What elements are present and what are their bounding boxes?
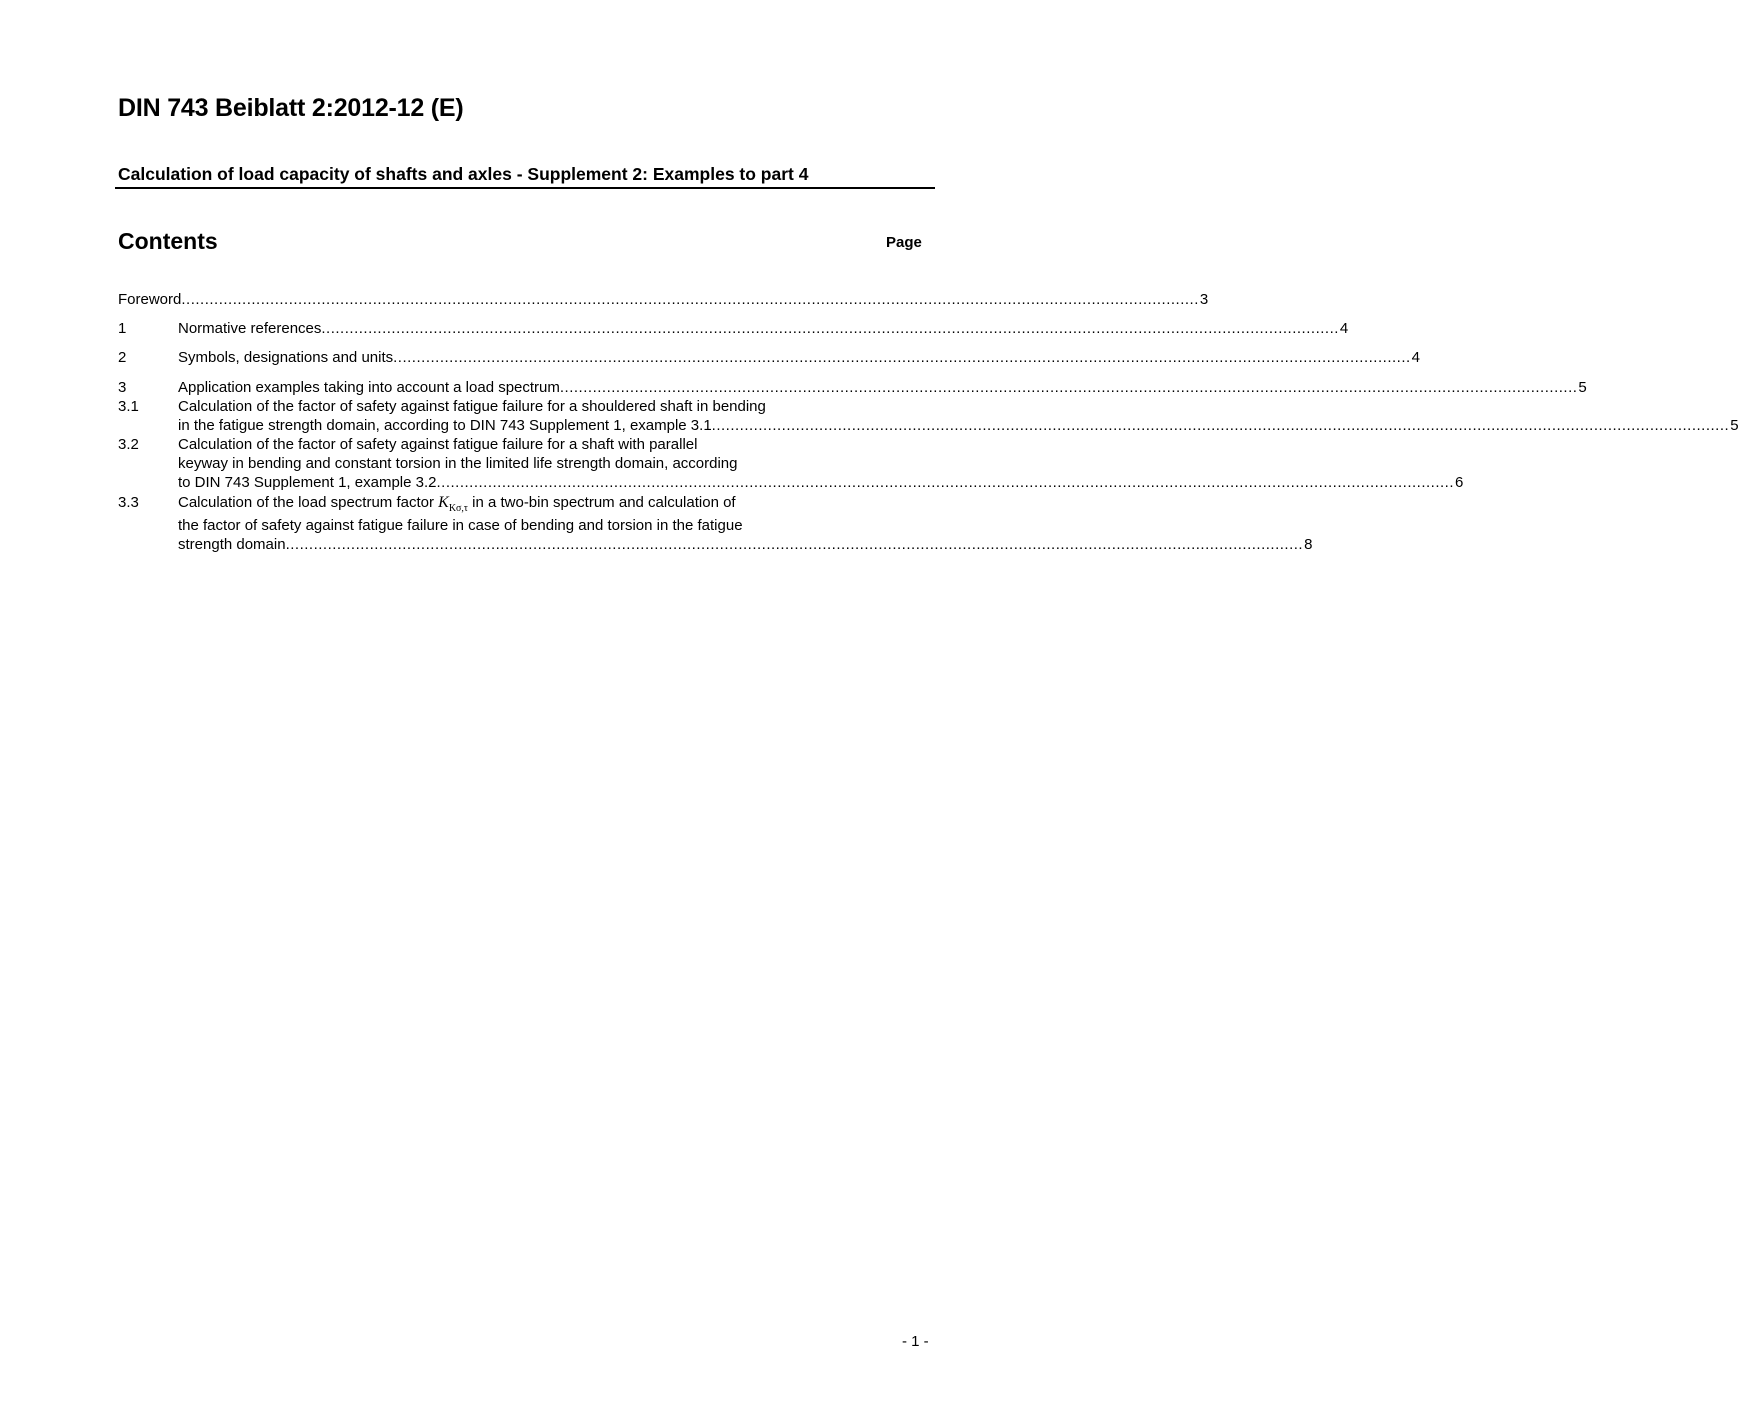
toc-entry-3-1[interactable] — [178, 416, 1739, 435]
toc-entry-page: 8 — [1304, 536, 1313, 553]
toc-leader-dots: .......................................................................................................................................................................................................................... — [393, 349, 1411, 366]
toc-leader-dots: .......................................................................................................................................................................................................................... — [321, 320, 1339, 337]
toc-entry-normative-references[interactable] — [178, 319, 1349, 338]
toc-entry-page: 4 — [1339, 320, 1349, 337]
contents-heading: Contents — [118, 228, 218, 254]
toc-entry-number: 3.3 — [118, 494, 139, 511]
toc-entry-line[interactable]: Calculation of the factor of safety against fatigue failure for a shaft with parallel — [178, 436, 698, 453]
symbol-subscript: Kσ,τ — [448, 503, 468, 515]
toc-entry-application-examples[interactable] — [178, 378, 1587, 397]
subtitle-divider — [115, 187, 935, 189]
toc-entry-3-3[interactable] — [178, 535, 1313, 554]
toc-entry-page: 4 — [1411, 349, 1420, 366]
toc-entry-foreword[interactable] — [118, 290, 1209, 309]
toc-leader-dots: .......................................................................................................................................................................................................................... — [559, 379, 1578, 396]
toc-entry-number: 2 — [118, 349, 127, 366]
toc-leader-dots: .......................................................................................................................................................................................................................... — [711, 417, 1730, 434]
toc-leader-dots: .......................................................................................................................................................................................................................... — [436, 474, 1455, 491]
toc-entry-line[interactable]: the factor of safety against fatigue failure in case of bending and torsion in the fatigue — [178, 517, 743, 534]
toc-entry-3-2[interactable] — [178, 473, 1464, 492]
toc-entry-text: in a two-bin spectrum and calculation of — [467, 494, 736, 511]
toc-entry-page: 3 — [1199, 291, 1209, 308]
page-column-heading: Page — [886, 234, 922, 251]
symbol-letter: K — [438, 494, 449, 511]
toc-entry-label: Application examples taking into account a load spectrum — [178, 379, 560, 396]
toc-entry-label: strength domain — [178, 536, 286, 553]
toc-entry-label: Symbols, designations and units — [178, 349, 394, 366]
toc-leader-dots: .......................................................................................................................................................................................................................... — [285, 536, 1304, 553]
toc-leader-dots: .......................................................................................................................................................................................................................... — [181, 291, 1199, 308]
toc-entry-text: Calculation of the load spectrum factor — [178, 494, 439, 511]
page-number: - 1 - — [902, 1333, 929, 1350]
document-subtitle: Calculation of load capacity of shafts and axles - Supplement 2: Examples to part 4 — [118, 164, 809, 184]
toc-entry-page: 5 — [1578, 379, 1587, 396]
toc-entry-label: Foreword — [118, 291, 182, 308]
toc-entry-symbols[interactable] — [178, 348, 1420, 367]
toc-entry-line[interactable]: keyway in bending and constant torsion in the limited life strength domain, according — [178, 455, 738, 472]
load-spectrum-factor-symbol — [438, 494, 468, 515]
toc-entry-label: in the fatigue strength domain, according to DIN 743 Supplement 1, example 3.1 — [178, 417, 712, 434]
document-title: DIN 743 Beiblatt 2:2012-12 (E) — [118, 94, 464, 122]
toc-entry-number: 3.2 — [118, 436, 139, 453]
toc-entry-page: 6 — [1455, 474, 1464, 491]
toc-entry-page: 5 — [1730, 417, 1739, 434]
toc-entry-label: to DIN 743 Supplement 1, example 3.2 — [178, 474, 437, 491]
toc-entry-number: 1 — [118, 320, 127, 337]
toc-entry-label: Normative references — [178, 320, 322, 337]
toc-entry-line[interactable] — [178, 493, 736, 518]
toc-entry-line[interactable]: Calculation of the factor of safety against fatigue failure for a shouldered shaft in bending — [178, 398, 766, 415]
toc-entry-number: 3 — [118, 379, 127, 396]
toc-entry-number: 3.1 — [118, 398, 139, 415]
